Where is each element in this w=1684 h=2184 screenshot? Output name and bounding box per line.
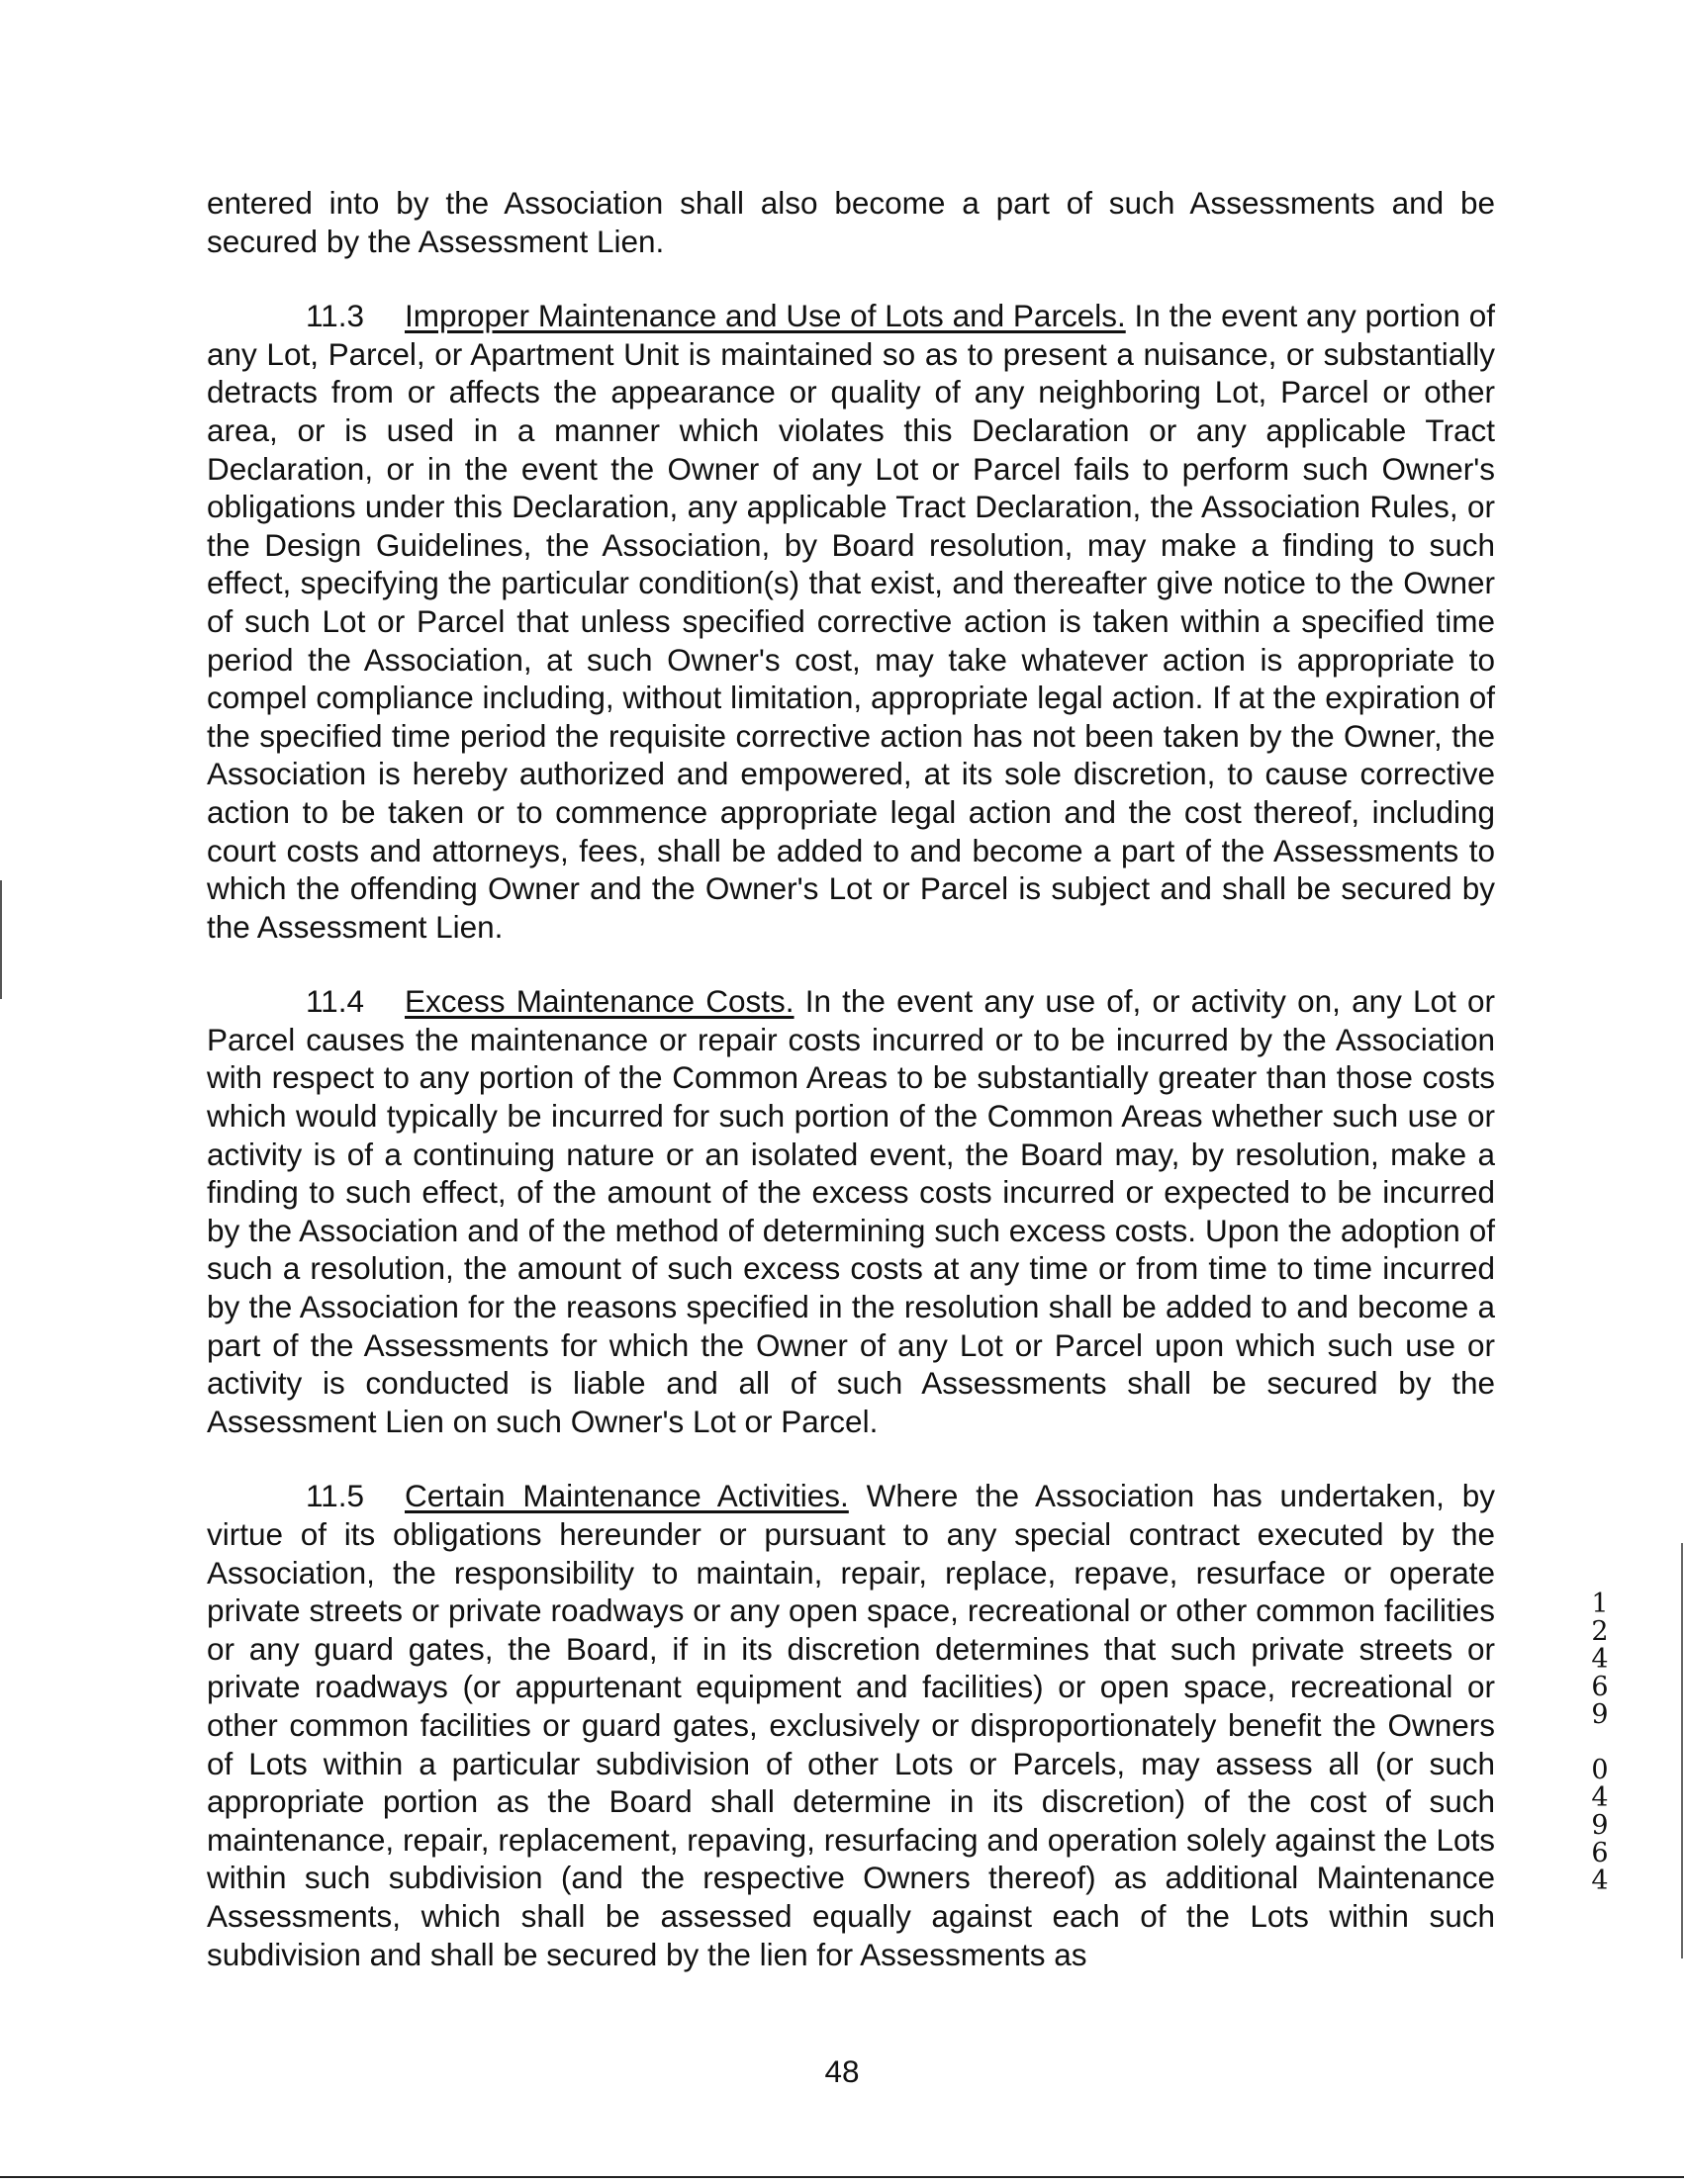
section-11-4 <box>207 982 1495 1440</box>
recording-digit: 6 <box>1591 1672 1609 1702</box>
page-number: 48 <box>824 2053 860 2089</box>
recording-digit: 6 <box>1591 1838 1609 1868</box>
recording-digit: 1 <box>1591 1589 1609 1619</box>
document-body <box>207 184 1495 1973</box>
section-11-3 <box>207 297 1495 946</box>
section-number: 11.5 <box>306 1478 364 1514</box>
scan-edge-bottom <box>0 2176 1684 2178</box>
section-body: In the event any use of, or activity on, any Lot or Parcel causes the maintenance or repair costs incurred or to be incurred by the Association with respect to any portion of the Common Areas to be substantially greater than those costs which would typically be incurred for such portion of the Common Areas whether such use or activity is of a continuing nature or an isolated event, the Board may, by resolution, make a finding to such effect, of the amount of the excess costs incurred or expected to be incurred by the Association and of the method of determining such excess costs. Upon the adoption of such a resolution, the amount of such excess costs at any time or from time to time incurred by the Association for the reasons specified in the resolution shall be added to and become a part of the Assessments for which the Owner of any Lot or Parcel upon which such use or activity is conducted is liable and all of such Assessments shall be secured by the Assessment Lien on such Owner's Lot or Parcel. <box>207 983 1495 1439</box>
scan-edge-left <box>0 880 2 999</box>
recording-digit: 4 <box>1591 1866 1609 1896</box>
scan-edge-right <box>1681 1543 1683 1958</box>
section-body: In the event any portion of any Lot, Parcel, or Apartment Unit is maintained so as to present a nuisance, or substantially detracts from or affects the appearance or quality of any neighboring Lot, Parcel or other area, or is used in a manner which violates this Declaration or any applicable Tract Declaration, or in the event the Owner of any Lot or Parcel fails to perform such Owner's obligations under this Declaration, any applicable Tract Declaration, the Association Rules, or the Design Guidelines, the Association, by Board resolution, may make a finding to such effect, specifying the particular condition(s) that exist, and thereafter give notice to the Owner of such Lot or Parcel that unless specified corrective action is taken within a specified time period the Association, at such Owner's cost, may take whatever action is appropriate to compel compliance including, without limitation, appropriate legal action. If at the expiration of the specified time period the requisite corrective action has not been taken by the Owner, the Association is hereby authorized and empowered, at its sole discretion, to cause corrective action to be taken or to commence appropriate legal action and the cost thereof, including court costs and attorneys, fees, shall be added to and become a part of the Assessments to which the offending Owner and the Owner's Lot or Parcel is subject and shall be secured by the Assessment Lien. <box>207 298 1495 945</box>
intro-paragraph: entered into by the Association shall also become a part of such Assessments and be secured by the Assessment Lien. <box>207 185 1495 259</box>
recording-digit: 2 <box>1591 1616 1609 1647</box>
recording-digit: 4 <box>1591 1782 1609 1813</box>
recording-digit: 0 <box>1591 1755 1609 1785</box>
recording-spacer <box>1585 1729 1615 1757</box>
section-number: 11.3 <box>306 298 364 334</box>
section-title: Certain Maintenance Activities. <box>405 1478 849 1514</box>
recording-number <box>1585 1591 1615 1895</box>
section-number: 11.4 <box>306 983 364 1020</box>
recording-digit: 9 <box>1591 1810 1609 1841</box>
section-11-5 <box>207 1477 1495 1973</box>
section-title: Excess Maintenance Costs. <box>405 983 795 1020</box>
section-body: Where the Association has undertaken, by virtue of its obligations hereunder or pursuant to any special contract executed by the Association, the responsibility to maintain, repair, replace, repave, resurface or operate private streets or private roadways or any open space, recreational or other common facilities or any guard gates, the Board, if in its discretion determines that such private streets or private roadways (or appurtenant equipment and facilities) or open space, recreational or other common facilities or guard gates, exclusively or disproportionately benefit the Owners of Lots within a particular subdivision of other Lots or Parcels, may assess all (or such appropriate portion as the Board shall determine in its discretion) of the cost of such maintenance, repair, replacement, repaving, resurfacing and operation solely against the Lots within such subdivision (and the respective Owners thereof) as additional Maintenance Assessments, which shall be assessed equally against each of the Lots within such subdivision and shall be secured by the lien for Assessments as <box>207 1478 1495 1972</box>
recording-digit: 9 <box>1591 1699 1609 1730</box>
section-title: Improper Maintenance and Use of Lots and Parcels. <box>405 298 1126 334</box>
recording-digit: 4 <box>1591 1644 1609 1675</box>
